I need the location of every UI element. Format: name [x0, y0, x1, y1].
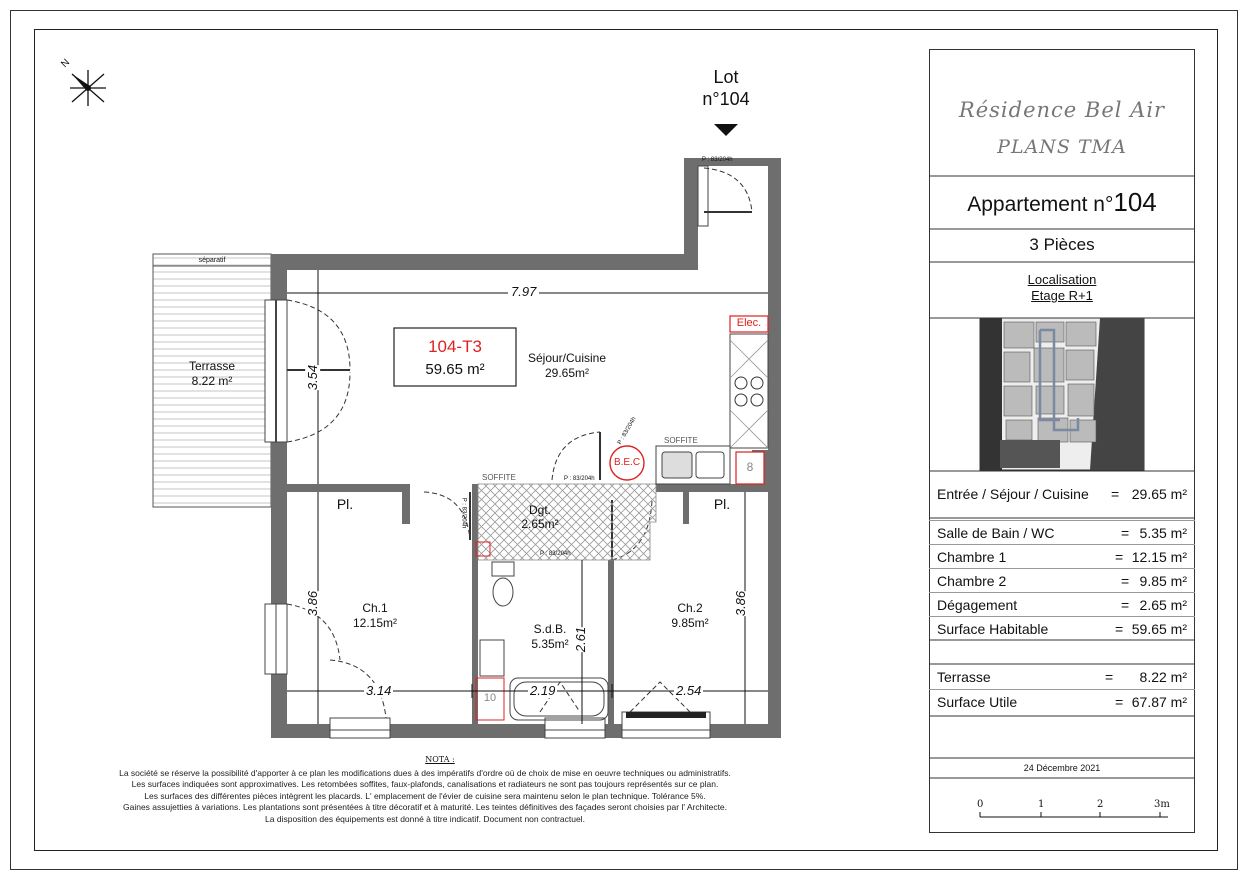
project-name: Résidence Bel Air — [958, 98, 1166, 122]
room-name-ch1: Ch.1 — [362, 601, 388, 615]
scale-tick-0: 0 — [977, 799, 984, 810]
room-name-sejour: Séjour/Cuisine — [527, 351, 607, 365]
area-row — [929, 568, 1195, 592]
area-row — [929, 544, 1195, 568]
entry-arrow-icon — [714, 124, 738, 136]
apartment-number: 104 — [1113, 187, 1157, 217]
area-label: Surface Habitable — [937, 621, 1049, 637]
room-name-dgt: Dgt. — [528, 503, 551, 517]
elec-label: Elec. — [736, 317, 762, 329]
room-area-dgt: 2.65m² — [521, 517, 559, 531]
area-row — [929, 520, 1195, 544]
area-value: 12.15 m² — [1131, 549, 1187, 565]
note-line: Les surfaces des différentes pièces intègrent les placards. L' emplacement de l'évier de cuisine sera maintenu selon le plan technique. Tolérance 5%. — [144, 790, 706, 801]
terrace-separatif: séparatif — [198, 257, 226, 264]
dim-ch1-width: 3.14 — [366, 683, 392, 698]
dim-width-total: 7.97 — [508, 284, 539, 299]
note-line: Les surfaces indiquées sont approximatives. Les retombées soffites, faux-plafonds, canalisations et radiateurs ne sont pas toujours représentés sur ce plan. — [131, 779, 719, 790]
dim-sdb-width: 2.19 — [530, 683, 556, 698]
area-label: Chambre 2 — [937, 573, 1007, 589]
area-row — [929, 592, 1195, 616]
dim-ch1-depth: 3.86 — [305, 590, 321, 617]
area-eq: = — [1115, 694, 1124, 710]
area-eq: = — [1105, 669, 1114, 685]
bec-label: B.E.C — [613, 457, 641, 468]
door-label-sejour: P : 83/204h — [564, 476, 595, 482]
shaft-8-label: 8 — [746, 460, 754, 474]
area-row — [929, 665, 1195, 689]
dim-ch2-width: 2.54 — [676, 683, 702, 698]
room-area-ch1: 12.15m² — [352, 616, 398, 630]
area-value: 29.65 m² — [1131, 486, 1187, 502]
area-eq: = — [1115, 621, 1124, 637]
area-eq: = — [1111, 486, 1120, 502]
area-label: Chambre 1 — [937, 549, 1007, 565]
kitchen-counter — [656, 316, 768, 484]
area-value: 8.22 m² — [1139, 669, 1187, 685]
compass-rose-icon — [70, 70, 106, 106]
lot-number: n°104 — [702, 89, 750, 109]
windows — [265, 166, 710, 738]
area-value: 5.35 m² — [1139, 525, 1187, 541]
plan-date: 24 Décembre 2021 — [1023, 763, 1101, 773]
scale-tick-1: 1 — [1038, 799, 1045, 810]
area-value: 67.87 m² — [1131, 694, 1187, 710]
room-area-sejour: 29.65m² — [544, 366, 590, 380]
area-label: Surface Utile — [937, 694, 1018, 710]
area-row — [929, 616, 1195, 640]
title-block — [929, 49, 1195, 833]
area-row — [929, 482, 1195, 506]
pieces-count: 3 Pièces — [1029, 235, 1095, 254]
localisation-label: Localisation — [1027, 272, 1097, 287]
area-value: 9.85 m² — [1139, 573, 1187, 589]
room-name-sdb: S.d.B. — [533, 622, 567, 636]
soffite-label-2: SOFFITE — [664, 436, 698, 445]
areas-table — [929, 482, 1195, 642]
placard-left-label: Pl. — [336, 496, 354, 512]
apartment-title — [929, 187, 1195, 218]
lot-line-1: Lot — [713, 67, 739, 87]
note-line: La société se réserve la possibilité d'apporter à ce plan les modifications dues à des impératifs d'ordre où de choix de mise en oeuvre techniques ou administratifs. — [119, 768, 731, 778]
area-label: Salle de Bain / WC — [937, 525, 1055, 541]
room-name-ch2: Ch.2 — [677, 601, 703, 615]
area-eq: = — [1121, 573, 1130, 589]
etage-label: Etage R+1 — [1031, 288, 1093, 303]
soffite-label-1: SOFFITE — [482, 473, 516, 482]
project-subtitle: PLANS TMA — [997, 136, 1127, 158]
area-label: Terrasse — [937, 669, 991, 685]
area-eq: = — [1121, 525, 1130, 541]
area-label: Dégagement — [937, 597, 1018, 613]
note-title: NOTA : — [425, 755, 455, 764]
door-label-ch1: P : 83/204h — [460, 497, 467, 529]
room-area-ch2: 9.85m² — [671, 616, 709, 630]
compass-north-label: N — [59, 57, 73, 70]
area-eq: = — [1121, 597, 1130, 613]
area-eq: = — [1115, 549, 1124, 565]
scale-tick-2: 2 — [1097, 799, 1104, 810]
dim-sejour-depth: 3.54 — [305, 364, 321, 391]
unit-area: 59.65 m² — [425, 361, 485, 378]
shaft-10-label: 10 — [483, 692, 497, 704]
scale-tick-3: 3m — [1154, 799, 1170, 810]
note-body — [60, 768, 790, 825]
dim-ch2-depth: 3.86 — [733, 590, 749, 617]
area-value: 59.65 m² — [1131, 621, 1187, 637]
door-label-entry: P : 83/204h — [702, 157, 733, 163]
room-area-terrasse: 8.22 m² — [191, 374, 233, 388]
area-row — [929, 689, 1195, 713]
placard-right-label: Pl. — [713, 496, 731, 512]
dim-sdb-depth: 2.61 — [573, 626, 589, 653]
note-line: La disposition des équipements est donné à titre indicatif. Document non contractuel. — [265, 813, 585, 824]
outdoor-areas-table — [929, 665, 1195, 715]
door-label-sdb: P : 83/204h — [540, 551, 571, 557]
lot-label — [696, 66, 756, 110]
apartment-prefix: Appartement n° — [967, 193, 1114, 216]
room-area-sdb: 5.35m² — [531, 637, 569, 651]
room-name-terrasse: Terrasse — [188, 359, 235, 373]
note-line: Gaines assujetties à variations. Les plantations sont présentées à titre décoratif et à maturité. Les teintes définitives des façades seront choisies par l' Architecte. — [122, 802, 728, 813]
area-label: Entrée / Séjour / Cuisine — [937, 486, 1089, 502]
area-value: 2.65 m² — [1139, 597, 1187, 613]
unit-code: 104-T3 — [428, 337, 482, 356]
door-label-kitchen: P : 83/204h — [617, 416, 638, 446]
